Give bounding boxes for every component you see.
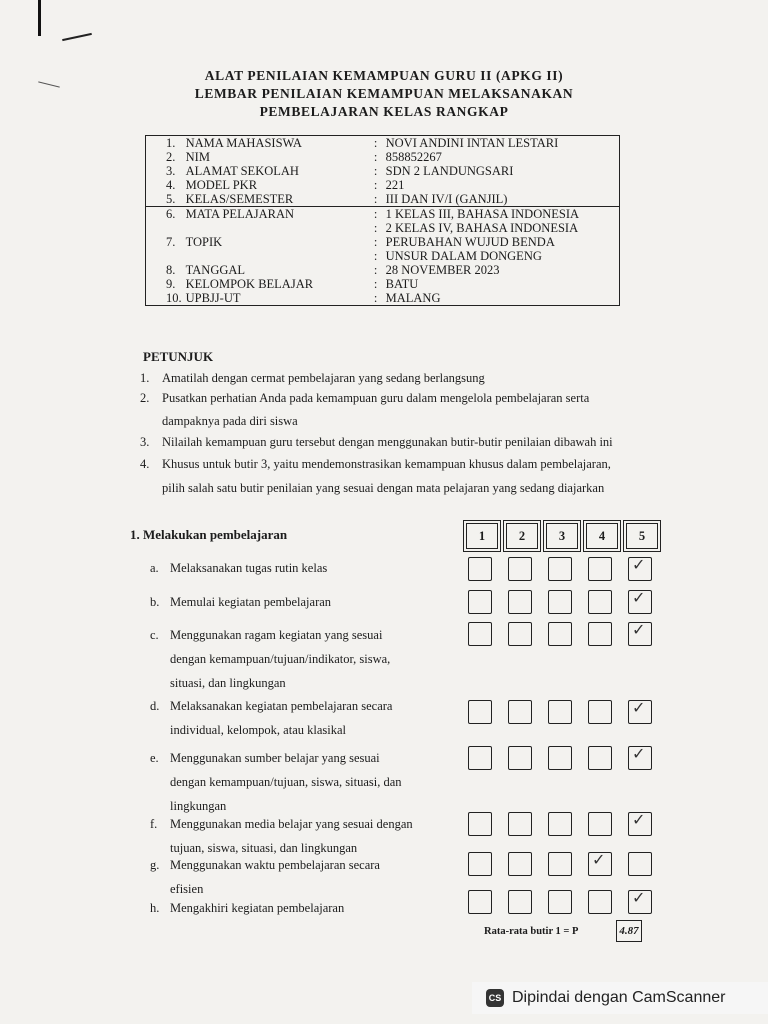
info-number — [146, 221, 182, 235]
score-checkbox[interactable] — [588, 812, 612, 836]
info-value: UNSUR DALAM DONGENG — [385, 249, 542, 263]
score-checkbox[interactable] — [468, 700, 492, 724]
info-number: 8. — [166, 263, 176, 277]
doc-title-line-2: LEMBAR PENILAIAN KEMAMPUAN MELAKSANAKAN — [194, 86, 574, 101]
score-checkbox[interactable] — [548, 590, 572, 614]
item-letter: f. — [150, 817, 158, 831]
petunjuk-number: 1. — [140, 371, 150, 385]
assessment-item — [170, 718, 346, 742]
score-checkbox[interactable] — [628, 852, 652, 876]
info-colon: : — [373, 235, 378, 249]
score-checkbox[interactable] — [588, 622, 612, 646]
score-checkbox[interactable] — [548, 746, 572, 770]
score-checkbox[interactable] — [508, 557, 532, 581]
item-text: efisien — [170, 882, 204, 896]
item-letter: g. — [150, 858, 160, 872]
info-value: 28 NOVEMBER 2023 — [385, 263, 500, 277]
check-mark-icon: ✓ — [632, 588, 646, 607]
item-text: situasi, dan lingkungan — [170, 676, 286, 690]
info-number: 6. — [146, 207, 182, 222]
info-row — [146, 150, 620, 164]
petunjuk-item — [162, 414, 298, 429]
check-mark-icon: ✓ — [632, 555, 646, 574]
check-mark-icon: ✓ — [632, 744, 646, 763]
info-row — [146, 277, 620, 291]
assessment-item — [150, 623, 382, 647]
check-mark-icon: ✓ — [592, 850, 606, 869]
info-value: NOVI ANDINI INTAN LESTARI — [385, 136, 559, 150]
info-colon: : — [373, 277, 378, 291]
assessment-item — [150, 812, 413, 836]
score-checkbox[interactable] — [508, 890, 532, 914]
info-row — [146, 164, 620, 178]
info-value: SDN 2 LANDUNGSARI — [385, 164, 514, 178]
petunjuk-item — [140, 457, 611, 472]
scale-header-box: 3 — [546, 523, 578, 549]
item-text: dengan kemampuan/tujuan, siswa, situasi, dan — [170, 775, 402, 789]
item-text: Menggunakan ragam kegiatan yang sesuai — [170, 628, 383, 642]
camscanner-watermark — [472, 982, 768, 1014]
info-label — [182, 221, 366, 235]
doc-title-line-1: ALAT PENILAIAN KEMAMPUAN GURU II (APKG II) — [204, 68, 564, 83]
score-checkbox[interactable] — [468, 890, 492, 914]
info-colon: : — [373, 150, 378, 164]
info-colon: : — [373, 263, 378, 277]
info-number: 2. — [166, 150, 176, 164]
petunjuk-text: pilih salah satu butir penilaian yang sesuai dengan mata pelajaran yang sedang diajarkan — [162, 481, 605, 495]
check-mark-icon: ✓ — [632, 698, 646, 717]
info-label — [182, 249, 366, 263]
petunjuk-heading: PETUNJUK — [143, 349, 214, 364]
petunjuk-text: Khusus untuk butir 3, yaitu mendemonstrasikan kemampuan khusus dalam pembelajaran, — [162, 457, 611, 471]
petunjuk-item — [140, 391, 589, 406]
assessment-item — [150, 590, 331, 614]
assessment-item — [170, 671, 286, 695]
average-value: 4.87 — [616, 920, 642, 942]
info-row — [146, 235, 620, 249]
info-value: MALANG — [385, 291, 441, 305]
petunjuk-item — [140, 371, 485, 386]
camscanner-text: Dipindai dengan CamScanner — [512, 989, 726, 1006]
score-checkbox[interactable] — [548, 557, 572, 581]
item-letter: h. — [150, 901, 160, 915]
petunjuk-number: 4. — [140, 457, 150, 471]
item-text: tujuan, siswa, situasi, dan lingkungan — [170, 841, 358, 855]
info-number — [146, 249, 182, 263]
score-checkbox[interactable] — [628, 700, 652, 724]
score-checkbox[interactable] — [508, 852, 532, 876]
average-label: Rata-rata butir 1 = P — [484, 926, 579, 937]
section-title: 1. Melakukan pembelajaran — [130, 527, 288, 542]
score-checkbox[interactable] — [548, 890, 572, 914]
item-text: Menggunakan media belajar yang sesuai dengan — [170, 817, 413, 831]
info-number: 1. — [166, 136, 176, 150]
item-text: Melaksanakan kegiatan pembelajaran secara — [170, 699, 393, 713]
petunjuk-number: 2. — [140, 391, 150, 405]
item-letter: c. — [150, 628, 159, 642]
info-label: TANGGAL — [185, 263, 246, 277]
petunjuk-text: Nilailah kemampuan guru tersebut dengan menggunakan butir-butir penilaian dibawah ini — [162, 435, 613, 449]
info-row — [146, 263, 620, 277]
doc-title-line-3: PEMBELAJARAN KELAS RANGKAP — [259, 104, 509, 119]
assessment-item — [170, 647, 390, 671]
score-checkbox[interactable] — [468, 852, 492, 876]
score-checkbox[interactable] — [588, 852, 612, 876]
assessment-item — [150, 896, 344, 920]
assessment-item — [150, 694, 392, 718]
score-checkbox[interactable] — [508, 746, 532, 770]
item-letter: b. — [150, 595, 160, 609]
info-label: NAMA MAHASISWA — [185, 136, 302, 150]
item-text: Menggunakan sumber belajar yang sesuai — [170, 751, 380, 765]
info-row — [146, 178, 620, 192]
item-text: Menggunakan waktu pembelajaran secara — [170, 858, 380, 872]
info-label: KELOMPOK BELAJAR — [185, 277, 314, 291]
info-colon: : — [373, 164, 378, 178]
assessment-item — [170, 770, 402, 794]
score-checkbox[interactable] — [548, 852, 572, 876]
info-value: 1 KELAS III, BAHASA INDONESIA — [382, 207, 620, 222]
identity-table — [145, 135, 620, 306]
info-number: 10. — [166, 291, 182, 305]
petunjuk-number: 3. — [140, 435, 150, 449]
assessment-item — [150, 853, 380, 877]
score-checkbox[interactable] — [548, 812, 572, 836]
info-label: NIM — [185, 150, 210, 164]
info-colon: : — [373, 178, 378, 192]
info-colon: : — [373, 136, 378, 150]
check-mark-icon: ✓ — [632, 888, 646, 907]
score-checkbox[interactable] — [468, 622, 492, 646]
scale-header-box: 5 — [626, 523, 658, 549]
item-letter: a. — [150, 561, 159, 575]
info-label: MATA PELAJARAN — [182, 207, 366, 222]
item-text: Melaksanakan tugas rutin kelas — [170, 561, 328, 575]
petunjuk-text: dampaknya pada diri siswa — [162, 414, 298, 428]
score-checkbox[interactable] — [588, 557, 612, 581]
info-row — [146, 192, 620, 207]
score-checkbox[interactable] — [468, 812, 492, 836]
score-checkbox[interactable] — [468, 590, 492, 614]
check-mark-icon: ✓ — [632, 620, 646, 639]
info-colon: : — [373, 291, 378, 305]
score-checkbox[interactable] — [588, 700, 612, 724]
info-colon: : — [373, 192, 378, 206]
info-colon: : — [366, 207, 382, 222]
info-value: BATU — [385, 277, 419, 291]
score-checkbox[interactable] — [588, 746, 612, 770]
info-row — [146, 136, 620, 151]
petunjuk-item — [162, 481, 604, 496]
info-colon: : — [373, 249, 378, 263]
info-row — [146, 249, 620, 263]
camscanner-icon: CS — [486, 989, 504, 1007]
petunjuk-text: Amatilah dengan cermat pembelajaran yang sedang berlangsung — [162, 371, 485, 385]
score-checkbox[interactable] — [628, 622, 652, 646]
score-checkbox[interactable] — [508, 700, 532, 724]
petunjuk-item — [140, 435, 613, 450]
scale-header-box: 2 — [506, 523, 538, 549]
score-checkbox[interactable] — [508, 812, 532, 836]
item-text: Memulai kegiatan pembelajaran — [170, 595, 332, 609]
info-number: 4. — [166, 178, 176, 192]
item-text: Mengakhiri kegiatan pembelajaran — [170, 901, 345, 915]
info-value: PERUBAHAN WUJUD BENDA — [385, 235, 555, 249]
info-number: 3. — [166, 164, 176, 178]
scan-edge-line — [38, 0, 41, 36]
info-row — [146, 221, 620, 235]
check-mark-icon: ✓ — [632, 810, 646, 829]
info-label: ALAMAT SEKOLAH — [185, 164, 299, 178]
score-checkbox[interactable] — [628, 812, 652, 836]
item-text: lingkungan — [170, 799, 227, 813]
info-value: 221 — [385, 178, 405, 192]
score-checkbox[interactable] — [628, 557, 652, 581]
score-checkbox[interactable] — [548, 622, 572, 646]
info-row — [146, 291, 620, 306]
info-value: 858852267 — [385, 150, 442, 164]
score-checkbox[interactable] — [588, 890, 612, 914]
info-value: III DAN IV/I (GANJIL) — [385, 192, 508, 206]
score-checkbox[interactable] — [468, 557, 492, 581]
pen-mark — [62, 33, 92, 41]
score-checkbox[interactable] — [588, 590, 612, 614]
item-letter: e. — [150, 751, 159, 765]
score-checkbox[interactable] — [548, 700, 572, 724]
info-number: 7. — [166, 235, 176, 249]
scale-header-box: 1 — [466, 523, 498, 549]
score-checkbox[interactable] — [508, 590, 532, 614]
score-checkbox[interactable] — [628, 890, 652, 914]
score-checkbox[interactable] — [508, 622, 532, 646]
score-checkbox[interactable] — [628, 746, 652, 770]
petunjuk-text: Pusatkan perhatian Anda pada kemampuan guru dalam mengelola pembelajaran serta — [162, 391, 590, 405]
info-value: 2 KELAS IV, BAHASA INDONESIA — [385, 221, 579, 235]
score-checkbox[interactable] — [468, 746, 492, 770]
info-colon: : — [373, 221, 378, 235]
score-checkbox[interactable] — [628, 590, 652, 614]
info-label: TOPIK — [185, 235, 223, 249]
info-label: KELAS/SEMESTER — [185, 192, 294, 206]
item-text: dengan kemampuan/tujuan/indikator, siswa, — [170, 652, 391, 666]
info-number: 5. — [166, 192, 176, 206]
scale-header-box: 4 — [586, 523, 618, 549]
info-number: 9. — [166, 277, 176, 291]
info-row — [146, 207, 620, 222]
info-label: UPBJJ-UT — [185, 291, 241, 305]
item-text: individual, kelompok, atau klasikal — [170, 723, 347, 737]
info-label: MODEL PKR — [185, 178, 258, 192]
item-letter: d. — [150, 699, 160, 713]
assessment-item — [150, 746, 380, 770]
assessment-item — [150, 556, 327, 580]
